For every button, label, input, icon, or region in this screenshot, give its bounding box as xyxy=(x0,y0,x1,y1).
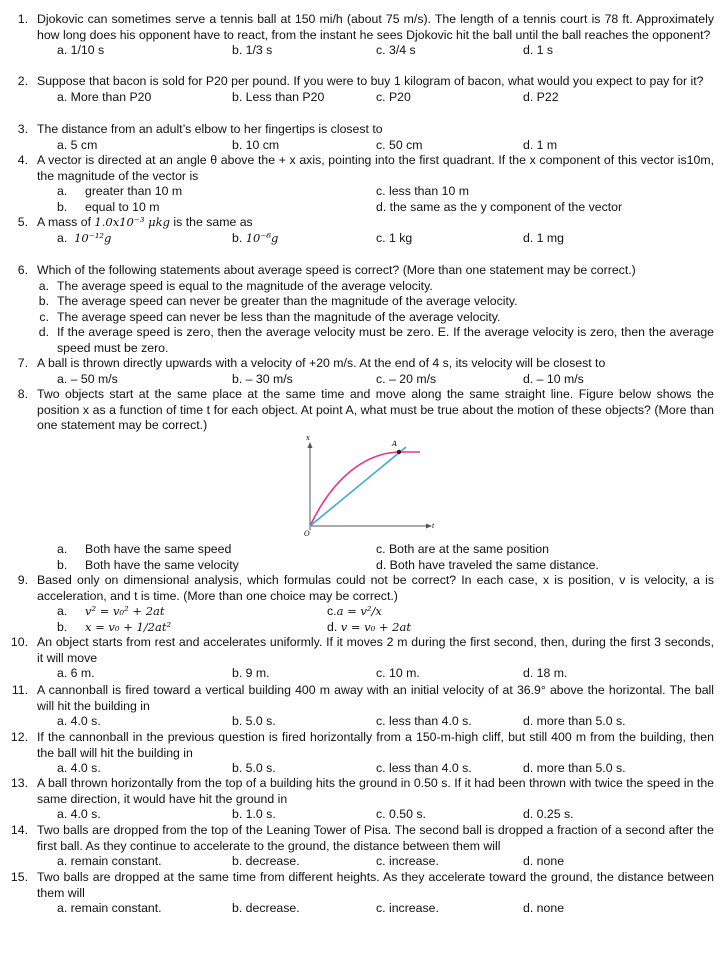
question-8 xyxy=(6,387,714,434)
choices-row xyxy=(37,901,714,917)
question-number: 9. xyxy=(17,573,28,587)
choice-b[interactable]: b. Less than P20 xyxy=(232,89,325,104)
question-2 xyxy=(6,74,714,105)
question-8-choices xyxy=(6,542,714,573)
question-4 xyxy=(6,153,714,215)
question-12 xyxy=(6,730,714,777)
choice-d[interactable]: d. 1 mg xyxy=(523,230,565,245)
question-number: 15. xyxy=(10,870,28,884)
choice-a[interactable]: greater than 10 m xyxy=(85,184,183,199)
choices-row xyxy=(37,807,714,823)
choice-a-label: a. xyxy=(57,184,68,199)
choices-row xyxy=(37,854,714,870)
choices-row xyxy=(37,761,714,777)
choices-row xyxy=(37,372,714,388)
choice-a[interactable]: a. 5 cm xyxy=(57,137,98,152)
choice-d[interactable]: d. Both have traveled the same distance. xyxy=(376,557,599,572)
choice-b[interactable]: b. 10⁻⁶g xyxy=(232,230,279,245)
choice-c[interactable]: c. increase. xyxy=(376,854,439,869)
choices-row xyxy=(37,90,714,106)
choice-b[interactable]: b. 5.0 s. xyxy=(232,714,276,729)
question-number: 5. xyxy=(17,215,28,229)
choice-b-label: b. xyxy=(57,199,68,214)
choice-c[interactable]: c. 1 kg xyxy=(376,230,413,245)
choices-row xyxy=(37,666,714,682)
choice-c[interactable]: c. – 20 m/s xyxy=(376,371,437,386)
choice-d[interactable]: d. – 10 m/s xyxy=(523,371,584,386)
question-number: 11. xyxy=(11,683,28,697)
question-10 xyxy=(6,635,714,682)
curved-object-path xyxy=(310,452,420,526)
choice-b-label: b. xyxy=(57,557,68,572)
choice-d[interactable]: d. more than 5.0 s. xyxy=(523,714,626,729)
question-text: Djokovic can sometimes serve a tennis ball at 150 mi/h (about 75 m/s). The length of a tennis court is 78 ft. Approximately how long does his opponent have to react, from the instant he sees Djokovic hit the ball until the ball reaches the opponent? xyxy=(37,12,714,42)
choice-a[interactable]: v² = v₀² + 2at xyxy=(85,604,165,619)
point-a-marker xyxy=(397,450,401,454)
choices-row xyxy=(37,604,714,620)
choices-row xyxy=(37,231,714,247)
statement-a[interactable]: a. The average speed is equal to the magnitude of the average velocity. xyxy=(38,278,433,293)
choice-c[interactable]: c. 3/4 s xyxy=(376,43,416,58)
choice-a[interactable]: a. 6 m. xyxy=(57,666,95,681)
question-text: A mass of 1.0x10⁻³ μkg is the same as xyxy=(37,215,253,229)
choices-row xyxy=(37,184,714,200)
question-number: 12. xyxy=(10,730,28,744)
question-number: 2. xyxy=(17,74,28,88)
question-number: 13. xyxy=(10,776,28,790)
choice-b[interactable]: b. – 30 m/s xyxy=(232,371,293,386)
question-text: If the cannonball in the previous question is fired horizontally from a 150-m-high cliff, but still 400 m from the building, then the ball will hit the building in xyxy=(37,730,714,760)
question-number: 8. xyxy=(17,387,28,401)
choice-a-label: a. xyxy=(57,604,68,619)
choice-a[interactable]: a. 10⁻¹²g xyxy=(57,230,112,245)
choice-a[interactable]: a. – 50 m/s xyxy=(57,371,118,386)
choice-a[interactable]: a. remain constant. xyxy=(57,901,162,916)
choice-a[interactable]: a. remain constant. xyxy=(57,854,162,869)
choice-c[interactable]: c. P20 xyxy=(376,89,411,104)
question-text: Which of the following statements about average speed is correct? (More than one statement may be correct.) xyxy=(37,263,636,277)
question-number: 14. xyxy=(10,823,28,837)
choices-row xyxy=(37,138,714,154)
question-number: 7. xyxy=(17,356,28,370)
choice-b[interactable]: b. 5.0 s. xyxy=(232,761,276,776)
choice-c[interactable]: c. less than 10 m xyxy=(376,184,469,199)
choice-b[interactable]: b. decrease. xyxy=(232,854,300,869)
choice-a[interactable]: a. 4.0 s. xyxy=(57,714,101,729)
question-14 xyxy=(6,823,714,870)
choices-row xyxy=(37,43,714,59)
statement-d[interactable]: d. If the average speed is zero, then the average velocity must be zero. E. If the average velocity is zero, then the average speed must be zero. xyxy=(38,325,714,355)
question-number: 1. xyxy=(17,12,28,26)
choice-d[interactable]: d. more than 5.0 s. xyxy=(523,761,626,776)
choice-b[interactable]: Both have the same velocity xyxy=(85,557,239,572)
question-text: Two balls are dropped from the top of the Leaning Tower of Pisa. The second ball is dropped a fraction of a second after the first ball. As they continue to accelerate to the ground, the distance between them will xyxy=(37,823,714,853)
question-text: A cannonball is fired toward a vertical building 400 m away with an initial velocity of at 36.9° above the horizontal. The ball will hit the building in xyxy=(37,683,714,713)
choices-row xyxy=(37,620,714,636)
y-axis-label: x xyxy=(306,434,310,442)
question-text: A ball thrown horizontally from the top of a building hits the ground in 0.50 s. If it had been thrown with twice the speed in the same direction, it would have hit the ground in xyxy=(37,776,714,806)
choice-d[interactable]: d. 18 m. xyxy=(523,666,568,681)
choice-d[interactable]: d. none xyxy=(523,854,565,869)
choice-c[interactable]: c. 10 m. xyxy=(376,666,420,681)
choice-b[interactable]: b. 1/3 s xyxy=(232,43,273,58)
choice-c[interactable]: c. 50 cm xyxy=(376,137,423,152)
origin-label: O xyxy=(304,530,310,538)
choice-c[interactable]: c. 0.50 s. xyxy=(376,807,426,822)
question-15 xyxy=(6,870,714,917)
choice-b-label: b. xyxy=(57,619,68,634)
choice-d[interactable]: d. 1 s xyxy=(523,43,554,58)
question-3 xyxy=(6,122,714,153)
y-axis-arrow xyxy=(308,442,313,448)
choice-a[interactable]: a. 1/10 s xyxy=(57,43,105,58)
choice-a[interactable]: a. 4.0 s. xyxy=(57,807,101,822)
question-text: An object starts from rest and accelerates uniformly. If it moves 2 m during the first second, then, during the first 3 seconds, it will move xyxy=(37,635,714,665)
choice-d[interactable]: d. none xyxy=(523,901,565,916)
choice-d[interactable]: d. P22 xyxy=(523,89,559,104)
position-time-figure xyxy=(300,434,440,540)
question-text: The distance from an adult’s elbow to her fingertips is closest to xyxy=(37,122,383,136)
choices-row xyxy=(37,542,714,558)
statement-b[interactable]: b. The average speed can never be greater than the magnitude of the average velocity. xyxy=(38,294,518,309)
choice-a[interactable]: a. More than P20 xyxy=(57,89,152,104)
choice-b[interactable]: b. 1.0 s. xyxy=(232,807,276,822)
choice-b[interactable]: equal to 10 m xyxy=(85,199,160,214)
statement-c[interactable]: c. The average speed can never be less than the magnitude of the average velocity. xyxy=(39,309,501,324)
question-number: 6. xyxy=(17,263,28,277)
question-text: A ball is thrown directly upwards with a velocity of +20 m/s. At the end of 4 s, its velocity will be closest to xyxy=(37,356,606,370)
choices-row xyxy=(37,714,714,730)
question-text: Two objects start at the same place at the same time and move along the same straight line. Figure below shows the position x as a function of time t for each object. At point A, what must be true about the motion of these objects? (More than one statement may be correct.) xyxy=(37,387,714,433)
choice-d[interactable]: d. the same as the y component of the vector xyxy=(376,199,623,214)
question-13 xyxy=(6,776,714,823)
question-6 xyxy=(6,263,714,357)
question-text: Suppose that bacon is sold for P20 per pound. If you were to buy 1 kilogram of bacon, what would you expect to pay for it? xyxy=(37,74,704,88)
choice-c[interactable]: c. less than 4.0 s. xyxy=(376,714,472,729)
choice-a[interactable]: a. 4.0 s. xyxy=(57,761,101,776)
straight-object-path xyxy=(310,447,406,526)
question-9 xyxy=(6,573,714,635)
choice-a[interactable]: Both have the same speed xyxy=(85,542,232,556)
question-text: Two balls are dropped at the same time from different heights. As they accelerate toward the ground, the distance between them will xyxy=(37,870,714,900)
choice-b[interactable]: b. 10 cm xyxy=(232,137,280,152)
choice-c[interactable]: c. increase. xyxy=(376,901,439,916)
question-11 xyxy=(6,683,714,730)
point-a-label: A xyxy=(392,440,398,448)
choice-d[interactable]: d. 0.25 s. xyxy=(523,807,574,822)
choice-c[interactable]: c.a = v²/x xyxy=(327,604,382,619)
question-5 xyxy=(6,215,714,246)
question-7 xyxy=(6,356,714,387)
choices-row xyxy=(37,558,714,574)
question-text: Based only on dimensional analysis, which formulas could not be correct? In each case, x is position, v is velocity, a is acceleration, and t is time. (More than one choice may be correct.) xyxy=(37,573,714,603)
choice-d[interactable]: d. 1 m xyxy=(523,137,558,152)
choice-c[interactable]: c. Both are at the same position xyxy=(376,542,549,556)
choice-c[interactable]: c. less than 4.0 s. xyxy=(376,761,472,776)
choice-a-label: a. xyxy=(57,542,68,556)
question-text: A vector is directed at an angle θ above the + x axis, pointing into the first quadrant. If the x component of this vector is10m, the magnitude of the vector is xyxy=(37,153,714,183)
question-number: 3. xyxy=(17,122,28,136)
x-axis-label: t xyxy=(432,523,435,530)
question-number: 4. xyxy=(17,153,28,167)
choice-b[interactable]: x = v₀ + 1/2at² xyxy=(85,619,172,634)
choice-d[interactable]: d. v = v₀ + 2at xyxy=(327,619,411,634)
question-1 xyxy=(6,12,714,59)
question-number: 10. xyxy=(10,635,28,649)
choices-row xyxy=(37,200,714,216)
choice-b[interactable]: b. 9 m. xyxy=(232,666,270,681)
choice-b[interactable]: b. decrease. xyxy=(232,901,300,916)
